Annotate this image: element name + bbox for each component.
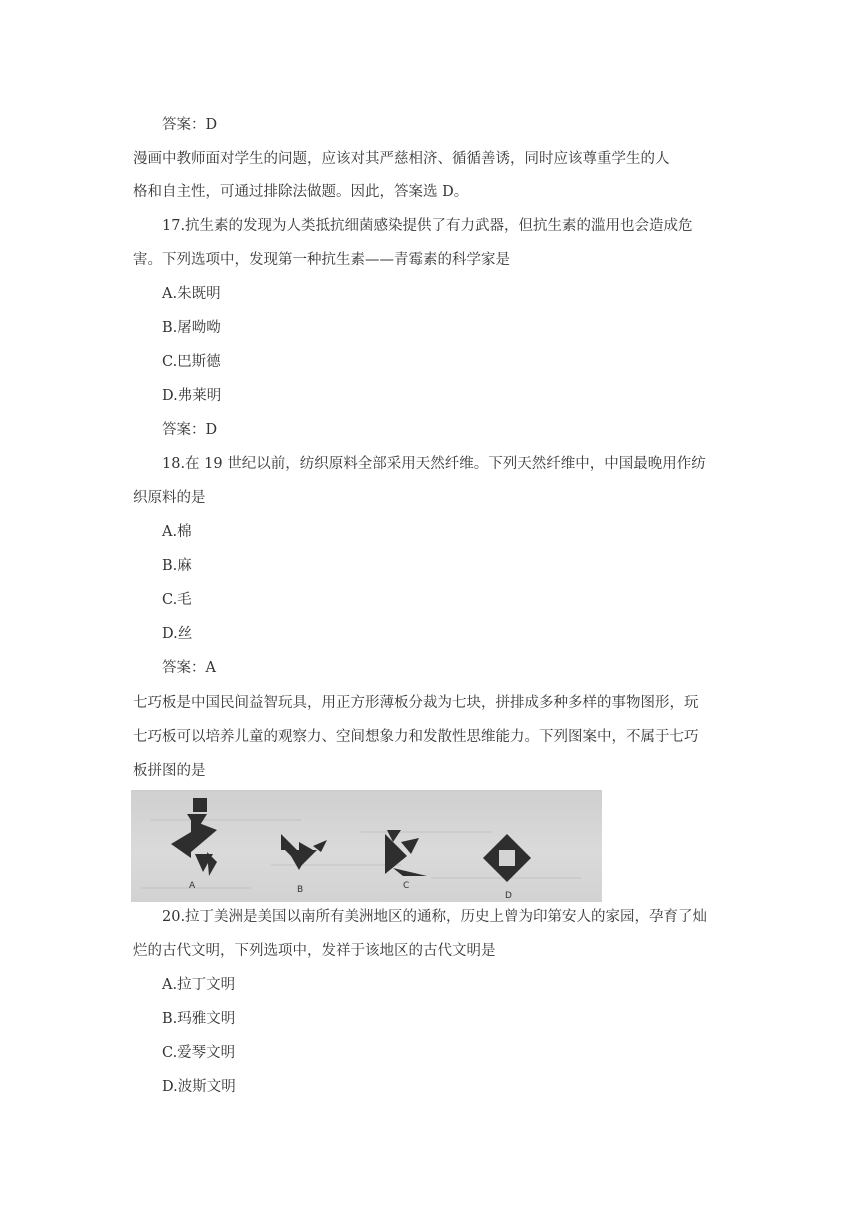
option-a: A.朱既明 [162,286,221,302]
tangram-c [385,830,427,876]
answer-line: 答案：D [162,117,218,133]
option-d: D.波斯文明 [162,1079,236,1095]
tangram-a-head [193,798,207,812]
figure-label-c: C [403,881,410,891]
tangram-figure-svg [131,790,602,902]
option-a: A.棉 [162,524,192,540]
option-a: A.拉丁文明 [162,977,236,993]
option-c: C.毛 [162,592,192,608]
option-c: C.爱琴文明 [162,1045,236,1061]
option-d: D.弗莱明 [162,388,222,404]
tangram-a [171,798,217,876]
question-20-stem: 烂的古代文明，下列选项中，发祥于该地区的古代文明是 [133,943,496,959]
question-20-stem: 20.拉丁美洲是美国以南所有美洲地区的通称，历史上曾为印第安人的家园，孕育了灿 [162,909,708,925]
option-b: B.玛雅文明 [162,1011,236,1027]
question-18-stem: 18.在 19 世纪以前，纺织原料全部采用天然纤维。下列天然纤维中，中国最晚用作纺 [162,456,706,472]
option-c: C.巴斯德 [162,354,221,370]
explanation-line: 漫画中教师面对学生的问题，应该对其严慈相济、循循善诱，同时应该尊重学生的人 [133,151,670,167]
tangram-figure [131,790,602,902]
tangram-b-wing [299,842,313,850]
explanation-line: 格和自主性，可通过排除法做题。因此，答案选 D。 [133,184,469,200]
tangram-c-wing [401,838,419,854]
tangram-a-body [191,820,217,852]
tangram-c-body [385,834,407,874]
tangram-a-arm [171,832,191,858]
question-17-stem: 害。下列选项中，发现第一种抗生素——青霉素的科学家是 [133,252,510,268]
figure-label-d: D [505,891,512,901]
figure-label-b: B [297,885,304,895]
answer-line: 答案：D [162,422,218,438]
tangram-c-tail [393,868,427,876]
answer-line: 答案：A [162,660,216,676]
question-19-stem: 板拼图的是 [133,763,206,779]
question-19-stem: 七巧板是中国民间益智玩具，用正方形薄板分裁为七块，拼排成多种多样的事物图形，玩 [133,695,699,711]
question-18-stem: 织原料的是 [133,490,206,506]
tangram-b-tail [281,834,297,850]
tangram-d-hole [499,850,515,866]
question-17-stem: 17.抗生素的发现为人类抵抗细菌感染提供了有力武器，但抗生素的滥用也会造成危 [162,218,693,234]
tangram-b-base [291,856,307,870]
tangram-d [483,834,531,882]
option-d: D.丝 [162,626,193,642]
question-19-stem: 七巧板可以培养儿童的观察力、空间想象力和发散性思维能力。下列图案中，不属于七巧 [133,729,699,745]
option-b: B.屠呦呦 [162,320,221,336]
option-b: B.麻 [162,558,192,574]
figure-label-a: A [189,881,196,891]
